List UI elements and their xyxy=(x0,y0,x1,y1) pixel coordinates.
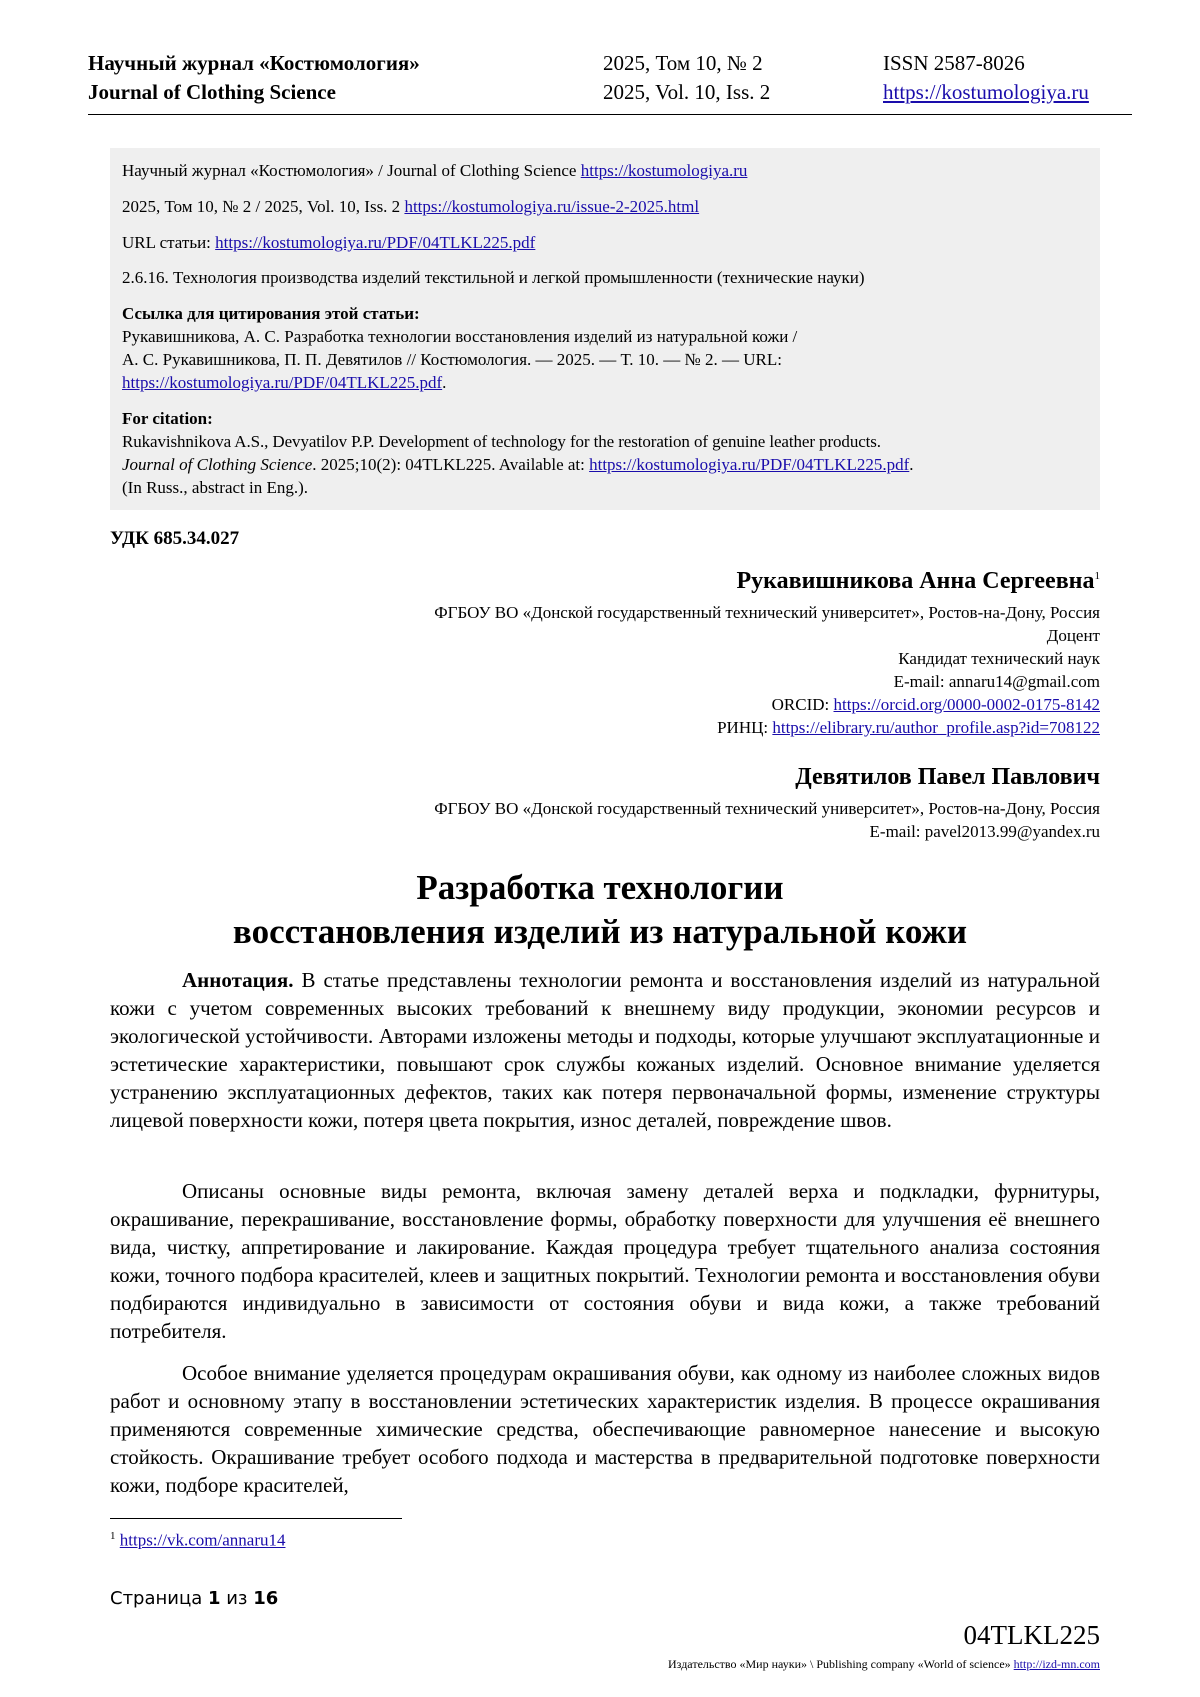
issn: ISSN 2587-8026 xyxy=(883,51,1025,75)
publisher-line xyxy=(668,1657,1100,1672)
author1-email: E-mail: annaru14@gmail.com xyxy=(893,672,1100,691)
infobox-journal-link[interactable]: https://kostumologiya.ru xyxy=(580,161,748,180)
author1-position: Доцент xyxy=(1046,626,1100,645)
infobox-article-link[interactable]: https://kostumologiya.ru/PDF/04TLKL225.pdf xyxy=(215,233,536,252)
article-code: 04TLKL225 xyxy=(963,1620,1100,1650)
udk-code: УДК 685.34.027 xyxy=(110,528,240,549)
cite-en-link[interactable]: https://kostumologiya.ru/PDF/04TLKL225.pdf xyxy=(589,455,910,474)
infobox-url-line xyxy=(122,231,1087,254)
rinc-label: РИНЦ: xyxy=(717,718,773,737)
article-title-line2: восстановления изделий из натуральной кожи xyxy=(232,912,968,951)
page-total: 16 xyxy=(253,1588,279,1609)
footnote-vk-link[interactable]: https://vk.com/annaru14 xyxy=(119,1530,286,1550)
infobox-issue-text: 2025, Том 10, № 2 / 2025, Vol. 10, Iss. 2 xyxy=(122,197,405,216)
cite-ru-link[interactable]: https://kostumologiya.ru/PDF/04TLKL225.pdf xyxy=(122,373,443,392)
header-divider xyxy=(88,114,1132,115)
issue-en: 2025, Vol. 10, Iss. 2 xyxy=(603,80,771,104)
footnote-mark: 1 xyxy=(110,1530,116,1542)
cite-en-line2: Journal of Clothing Science. 2025;10(2): 04TLKL225. Available at: https://kostumologiya.ru/PDF/04TLKL225.pdf. xyxy=(122,455,914,474)
author2-email: E-mail: pavel2013.99@yandex.ru xyxy=(869,822,1100,841)
journal-name-en: Journal of Clothing Science xyxy=(88,80,336,104)
author1-name xyxy=(737,568,1101,595)
infobox-journal-line xyxy=(122,159,1087,182)
author2-name: Девятилов Павел Павлович xyxy=(795,764,1100,790)
cite-ru-line1: Рукавишникова, А. С. Разработка технологии восстановления изделий из натуральной кожи / xyxy=(122,327,798,346)
author1-rinc xyxy=(717,716,1100,739)
journal-name-ru: Научный журнал «Костюмология» xyxy=(88,51,420,75)
infobox-specialty: 2.6.16. Технология производства изделий текстильной и легкой промышленности (технические науки) xyxy=(122,268,865,287)
rinc-link[interactable]: https://elibrary.ru/author_profile.asp?id=708122 xyxy=(772,718,1100,737)
infobox-url-label: URL статьи: xyxy=(122,233,216,252)
abstract-paragraph-2 xyxy=(110,1177,1100,1345)
abstract-p2-text: Описаны основные виды ремонта, включая замену деталей верха и подкладки, фурнитуры, окрашивание, перекрашивание, восстановление формы, обработку поверхности для улучшения её внешнего вида, чистку, аппретирование и лакирование. Каждая процедура требует тщательного анализа состояния кожи, точного подбора красителей, клеев и защитных покрытий. Технологии ремонта и восстановления обуви подбираются индивидуально в зависимости от состояния обуви и вида кожи, а также требований потребителя. xyxy=(110,1179,1100,1343)
article-title-line1: Разработка технологии xyxy=(416,868,784,907)
publisher-link[interactable]: http://izd-mn.com xyxy=(1013,1657,1100,1671)
abstract-paragraph-3 xyxy=(110,1359,1100,1499)
abstract-p1-text: В статье представлены технологии ремонта и восстановления изделий из натуральной кожи с учетом современных высоких требований к внешнему виду продукции, экономии ресурсов и экологической устойчивости. Авторами изложены методы и подходы, которые улучшают эксплуатационные и эстетические характеристики, повышают срок службы кожаных изделий. Основное внимание уделяется устранению эксплуатационных дефектов, таких как потеря первоначальной формы, изменение структуры лицевой поверхности кожи, потеря цвета покрытия, износ деталей, повреждение швов. xyxy=(110,968,1100,1132)
abstract-label: Аннотация. xyxy=(182,968,294,992)
page-current: 1 xyxy=(207,1588,221,1609)
orcid-label: ORCID: xyxy=(771,695,834,714)
cite-ru-heading: Ссылка для цитирования этой статьи: xyxy=(122,304,420,323)
infobox-issue-link[interactable]: https://kostumologiya.ru/issue-2-2025.html xyxy=(404,197,700,216)
page-prefix: Страница xyxy=(110,1588,208,1609)
issue-ru: 2025, Том 10, № 2 xyxy=(603,51,763,75)
journal-site-link[interactable]: https://kostumologiya.ru xyxy=(883,80,1089,104)
infobox-journal-text: Научный журнал «Костюмология» / Journal of Clothing Science xyxy=(122,161,581,180)
author1-affiliation: ФГБОУ ВО «Донской государственный технический университет», Ростов-на-Дону, Россия xyxy=(434,603,1100,622)
footnote xyxy=(110,1530,285,1551)
orcid-link[interactable]: https://orcid.org/0000-0002-0175-8142 xyxy=(833,695,1100,714)
author1-name-text: Рукавишникова Анна Сергеевна xyxy=(736,568,1095,594)
cite-en-line3: (In Russ., abstract in Eng.). xyxy=(122,478,309,497)
author1-orcid xyxy=(772,693,1100,716)
publisher-text: Издательство «Мир науки» \ Publishing company «World of science» xyxy=(668,1657,1014,1671)
cite-en-line1: Rukavishnikova A.S., Devyatilov P.P. Development of technology for the restoration of genuine leather products. xyxy=(122,432,881,451)
infobox-issue-line xyxy=(122,195,1087,218)
footnote-divider xyxy=(110,1518,402,1519)
cite-en-heading: For citation: xyxy=(122,409,213,428)
author1-footnote-mark: 1 xyxy=(1094,570,1100,582)
author2-affiliation: ФГБОУ ВО «Донской государственный технический университет», Ростов-на-Дону, Россия xyxy=(434,799,1100,818)
page-number xyxy=(110,1588,278,1609)
cite-en-journal: Journal of Clothing Science xyxy=(122,455,313,474)
abstract-paragraph-1 xyxy=(110,966,1100,1134)
cite-en-details: . 2025;10(2): 04TLKL225. Available at: xyxy=(312,455,590,474)
author1-degree: Кандидат технический наук xyxy=(898,649,1100,668)
cite-ru-line3: https://kostumologiya.ru/PDF/04TLKL225.pdf. xyxy=(122,373,447,392)
cite-ru-line2: А. С. Рукавишникова, П. П. Девятилов // Костюмология. — 2025. — Т. 10. — № 2. — URL: xyxy=(122,350,782,369)
page-of: из xyxy=(220,1588,254,1609)
abstract-p3-text: Особое внимание уделяется процедурам окрашивания обуви, как одному из наиболее сложных видов работ и основному этапу в восстановлении эстетических характеристик изделия. В процессе окрашивания применяются современные химические средства, обеспечивающие равномерное нанесение и высокую стойкость. Окрашивание требует особого подхода и мастерства в предварительной подготовке поверхности кожи, подборе красителей, xyxy=(110,1361,1100,1497)
